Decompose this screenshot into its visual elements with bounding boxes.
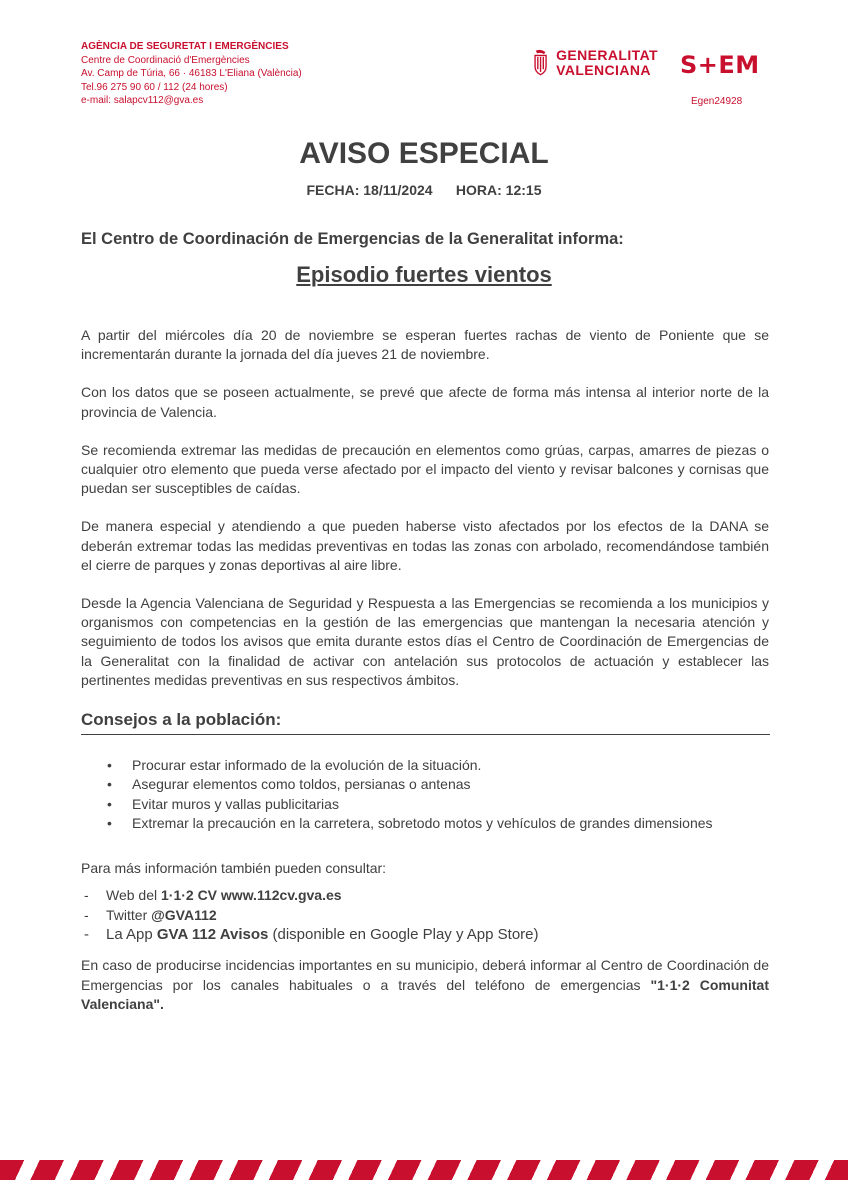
agency-address: Av. Camp de Túria, 66 · 46183 L'Eliana (València) (81, 68, 302, 80)
generalitat-emblem-icon (533, 43, 548, 83)
list-item (81, 814, 713, 833)
list-item (81, 795, 713, 814)
date-time-line: FECHA: 18/11/2024 HORA: 12:15 (306, 182, 542, 198)
app-link-item[interactable]: - La App GVA 112 Avisos (disponible en Google Play y App Store) (84, 926, 539, 943)
agency-phone: Tel.96 275 90 60 / 112 (24 hores) (81, 81, 228, 93)
more-info-text: Para más información también pueden consultar: (81, 860, 387, 876)
page-title: AVISO ESPECIAL (299, 137, 549, 170)
list-item (81, 756, 713, 775)
web-link-item[interactable]: - Web del 1·1·2 CV www.112cv.gva.es (84, 887, 342, 903)
info-links (81, 886, 539, 945)
intro-heading: El Centro de Coordinación de Emergencias de la Generalitat informa: (81, 230, 624, 248)
notice-body (81, 326, 769, 709)
bullet-icon: • (107, 795, 112, 812)
logo-line-1: GENERALITAT (556, 47, 658, 63)
generalitat-logo-text (556, 48, 658, 78)
list-item (81, 775, 713, 794)
paragraph: Desde la Agencia Valenciana de Seguridad y Respuesta a las Emergencias se recomienda a los municipios y organismos con competencias en la gestión de las emergencias que mantengan la necesaria atención y seguimiento de todos los avisos que emita durante estos días el Centro de Coordinación de Emergencias de la Generalitat con la finalidad de activar con antelación sus protocolos de actuación y establecer las pertinentes medidas preventivas en sus respectivos ámbitos. (81, 595, 769, 688)
web-link[interactable]: 1·1·2 CV www.112cv.gva.es (161, 887, 342, 903)
list-item-text: Asegurar elementos como toldos, persianas o antenas (132, 776, 471, 793)
closing-paragraph: En caso de producirse incidencias importantes en su municipio, deberá informar al Centro de Coordinación de Emergencias por los canales habituales o a través del teléfono de emergencias "1·1·2 Comunitat Valenciana". (81, 957, 769, 1012)
sem-logo: S+EM (680, 51, 760, 79)
advice-heading: Consejos a la población: (81, 710, 770, 735)
bullet-icon: • (107, 776, 112, 793)
agency-center: Centre de Coordinació d'Emergències (81, 54, 250, 66)
bullet-icon: • (107, 815, 112, 832)
paragraph: De manera especial y atendiendo a que pueden haberse visto afectados por los efectos de la DANA se deberán extremar todas las medidas preventivas en todas las zonas con arbolado, recomendándose también el cierre de parques y zonas deportivas al aire libre. (81, 518, 769, 573)
agency-contact-block (81, 40, 302, 108)
list-item-text: Evitar muros y vallas publicitarias (132, 795, 339, 812)
twitter-handle[interactable]: @GVA112 (151, 906, 217, 923)
list-item-text: Procurar estar informado de la evolución de la situación. (132, 757, 482, 773)
episode-title: Episodio fuertes vientos (296, 262, 552, 287)
list-item-text: Extremar la precaución en la carretera, sobretodo motos y vehículos de grandes dimensiones (132, 815, 713, 832)
twitter-link-item[interactable]: - Twitter @GVA112 (84, 906, 217, 923)
emergency-number: "1·1·2 Comunitat Valenciana". (81, 976, 769, 1012)
app-name[interactable]: GVA 112 Avisos (156, 926, 269, 943)
advice-list (81, 756, 713, 834)
agency-name: AGÈNCIA DE SEGURETAT I EMERGÈNCIES (81, 41, 289, 52)
logo-line-2: VALENCIANA (556, 62, 651, 78)
bullet-icon: • (107, 757, 112, 773)
reference-code: Egen24928 (691, 96, 743, 107)
agency-email: e-mail: salapcv112@gva.es (81, 95, 204, 107)
paragraph: A partir del miércoles día 20 de noviembre se esperan fuertes rachas de viento de Poniente que se incrementarán durante la jornada del día jueves 21 de noviembre. (81, 327, 769, 363)
footer-stripe (0, 1160, 848, 1180)
paragraph: Con los datos que se poseen actualmente, se prevé que afecte de forma más intensa al interior norte de la provincia de Valencia. (81, 384, 769, 420)
paragraph: Se recomienda extremar las medidas de precaución en elementos como grúas, carpas, amarres de piezas o cualquier otro elemento que pueda verse afectado por el impacto del viento y revisar balcones y cornisas que puedan ser susceptibles de caídas. (81, 441, 769, 497)
generalitat-logo (533, 42, 658, 84)
